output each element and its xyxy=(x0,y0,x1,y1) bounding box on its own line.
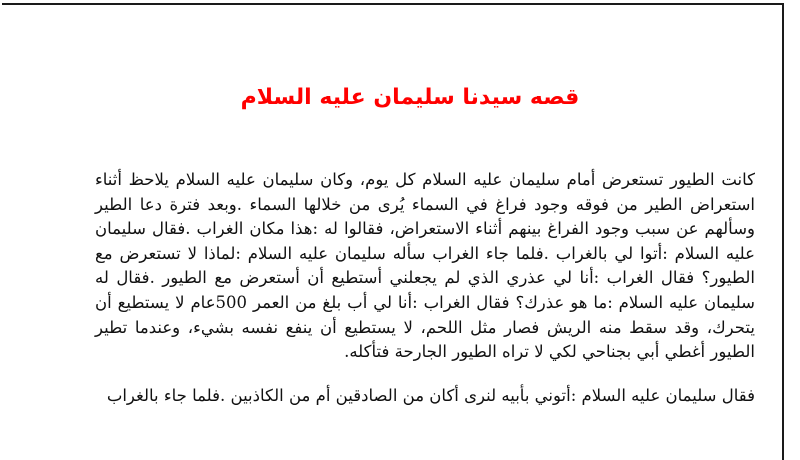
document-body xyxy=(95,168,755,408)
body-paragraph-2: فقال سليمان عليه السلام :أتوني بأبيه لنرى أكان من الصادقين أم من الكاذبين .فلما جاء بالغراب xyxy=(106,385,755,405)
body-paragraph-1: كانت الطيور تستعرض أمام سليمان عليه السلام كل يوم، وكان سليمان عليه السلام يلاحظ أثناء استعراض الطير من فوقه وجود فراغ في السماء يُرى من خلالها السماء .وبعد فترة دعا الطير وسألهم عن سبب وجود الفراغ بينهم أثناء الاستعراض، فقالوا له :هذا مكان الغراب .فقال سليمان عليه السلام :أتوا لي بالغراب .فلما جاء الغراب سأله سليمان عليه السلام :لماذا لا تستعرض مع الطيور؟ فقال الغراب :أنا لي عذري الذي لم يجعلني أستطيع أن أستعرض مع الطيور .فقال له سليمان عليه السلام :ما هو عذرك؟ فقال الغراب :أنا لي أب بلغ من العمر 500عام لا يستطيع أن يتحرك، وقد سقط منه الريش فصار مثل اللحم، لا يستطيع أن ينفع نفسه بشيء، وعندما تطير الطيور أغطي أبي بجناحي لكي لا تراه الطيور الجارحة فتأكله. xyxy=(95,170,755,362)
page-right-border xyxy=(782,3,784,460)
page-top-border xyxy=(2,3,782,5)
page-bottom-edge xyxy=(0,452,800,460)
document-title: قصه سيدنا سليمان عليه السلام xyxy=(240,85,580,110)
